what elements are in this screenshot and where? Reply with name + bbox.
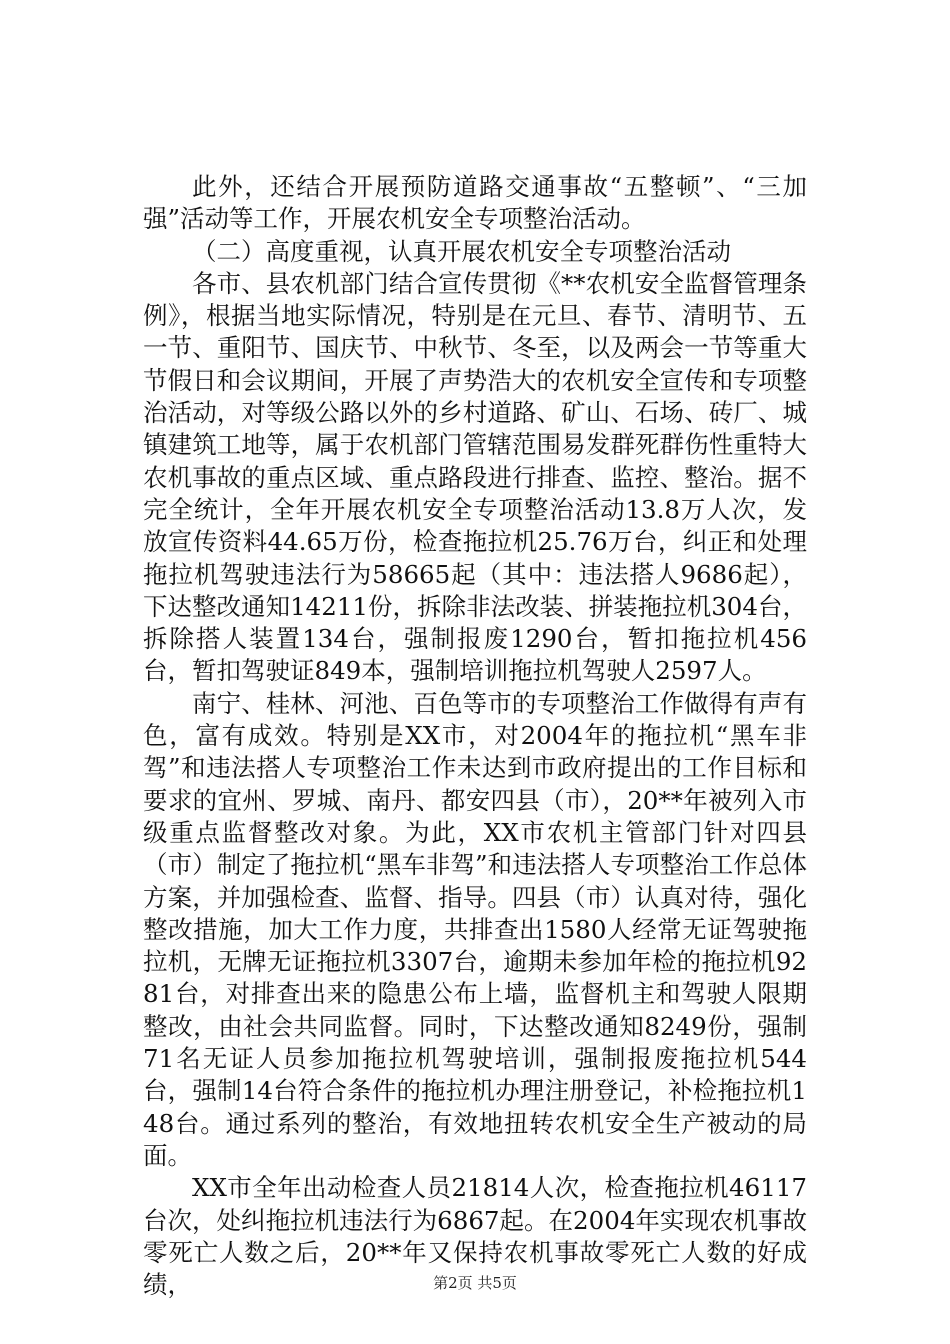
paragraph-intro: 此外，还结合开展预防道路交通事故“五整顿”、“三加强”活动等工作，开展农机安全专项整治活动。 — [143, 172, 807, 234]
paragraph-statistics: 各市、县农机部门结合宣传贯彻《**农机安全监督管理条例》，根据当地实际情况，特别是在元旦、春节、清明节、五一节、重阳节、国庆节、中秋节、冬至，以及两会一节等重大节假日和会议期间，开展了声势浩大的农机安全宣传和专项整治活动，对等级公路以外的乡村道路、矿山、石场、砖厂、城镇建筑工地等，属于农机部门管辖范围易发群死群伤性重特大农机事故的重点区域、重点路段进行排查、监控、整治。据不完全统计，全年开展农机安全专项整治活动13.8万人次，发放宣传资料44.65万份，检查拖拉机25.76万台，纠正和处理拖拉机驾驶违法行为58665起（其中：违法搭人9686起），下达整改通知14211份，拆除非法改装、拼装拖拉机304台，拆除搭人装置134台，强制报废1290台，暂扣拖拉机456台，暂扣驾驶证849本，强制培训拖拉机驾驶人2597人。 — [143, 268, 807, 686]
paragraph-city-campaign: 南宁、桂林、河池、百色等市的专项整治工作做得有声有色，富有成效。特别是XX市，对2004年的拖拉机“黑车非驾”和违法搭人专项整治工作未达到市政府提出的工作目标和要求的宜州、罗城、南丹、都安四县（市），20**年被列入市级重点监督整改对象。为此，XX市农机主管部门针对四县（市）制定了拖拉机“黑车非驾”和违法搭人专项整治工作总体方案，并加强检查、监督、指导。四县（市）认真对待，强化整改措施，加大工作力度，共排查出1580人经常无证驾驶拖拉机，无牌无证拖拉机3307台，逾期未参加年检的拖拉机9281台，对排查出来的隐患公布上墙，监督机主和驾驶人限期整改，由社会共同监督。同时，下达整改通知8249份，强制71名无证人员参加拖拉机驾驶培训，强制报废拖拉机544台，强制14台符合条件的拖拉机办理注册登记，补检拖拉机148台。通过系列的整治，有效地扭转农机安全生产被动的局面。 — [143, 688, 807, 1170]
paragraph-city-results: XX市全年出动检查人员21814人次，检查拖拉机46117台次，处纠拖拉机违法行为6867起。在2004年实现农机事故零死亡人数之后，20**年又保持农机事故零死亡人数的好成绩， — [143, 1173, 807, 1300]
section-heading: （二）高度重视，认真开展农机安全专项整治活动 — [192, 236, 731, 266]
document-body — [143, 171, 807, 1301]
page-number: 第2页 共5页 — [433, 1274, 517, 1292]
